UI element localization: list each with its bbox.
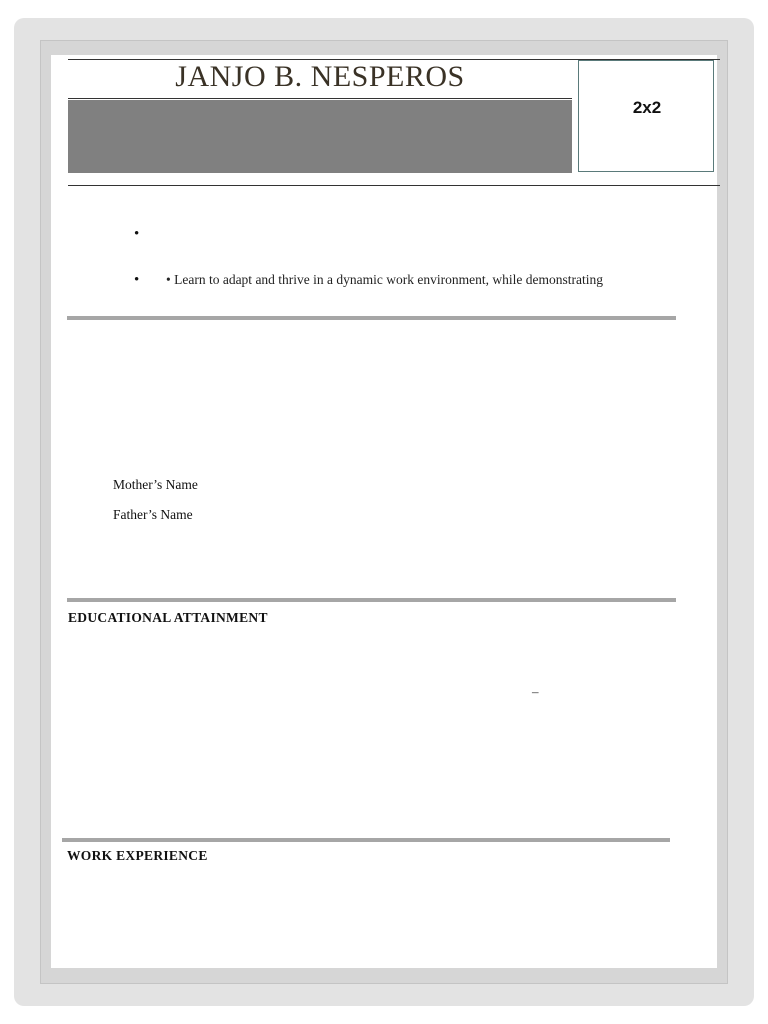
resume-name-title: JANJO B. NESPEROS: [175, 60, 465, 93]
education-dash: –: [532, 684, 539, 699]
photo-placeholder-box: [578, 60, 714, 172]
objective-bullet-2-text: • Learn to adapt and thrive in a dynamic work environment, while demonstrating: [166, 272, 603, 287]
section-divider-objective: [67, 316, 676, 320]
section-divider-personal: [67, 598, 676, 602]
mothers-name-label: Mother’s Name: [113, 477, 198, 492]
fathers-name-label: Father’s Name: [113, 507, 193, 522]
objective-bullet-1-marker: •: [134, 226, 140, 242]
section-divider-education: [62, 838, 670, 842]
header-bottom-rule: [68, 185, 720, 186]
header-gray-band: [68, 100, 572, 173]
education-heading: EDUCATIONAL ATTAINMENT: [68, 610, 268, 625]
photo-size-label: 2x2: [632, 98, 662, 117]
objective-bullet-2-marker: •: [134, 272, 140, 288]
name-underline-rule: [68, 98, 572, 99]
work-experience-heading: WORK EXPERIENCE: [67, 848, 208, 863]
